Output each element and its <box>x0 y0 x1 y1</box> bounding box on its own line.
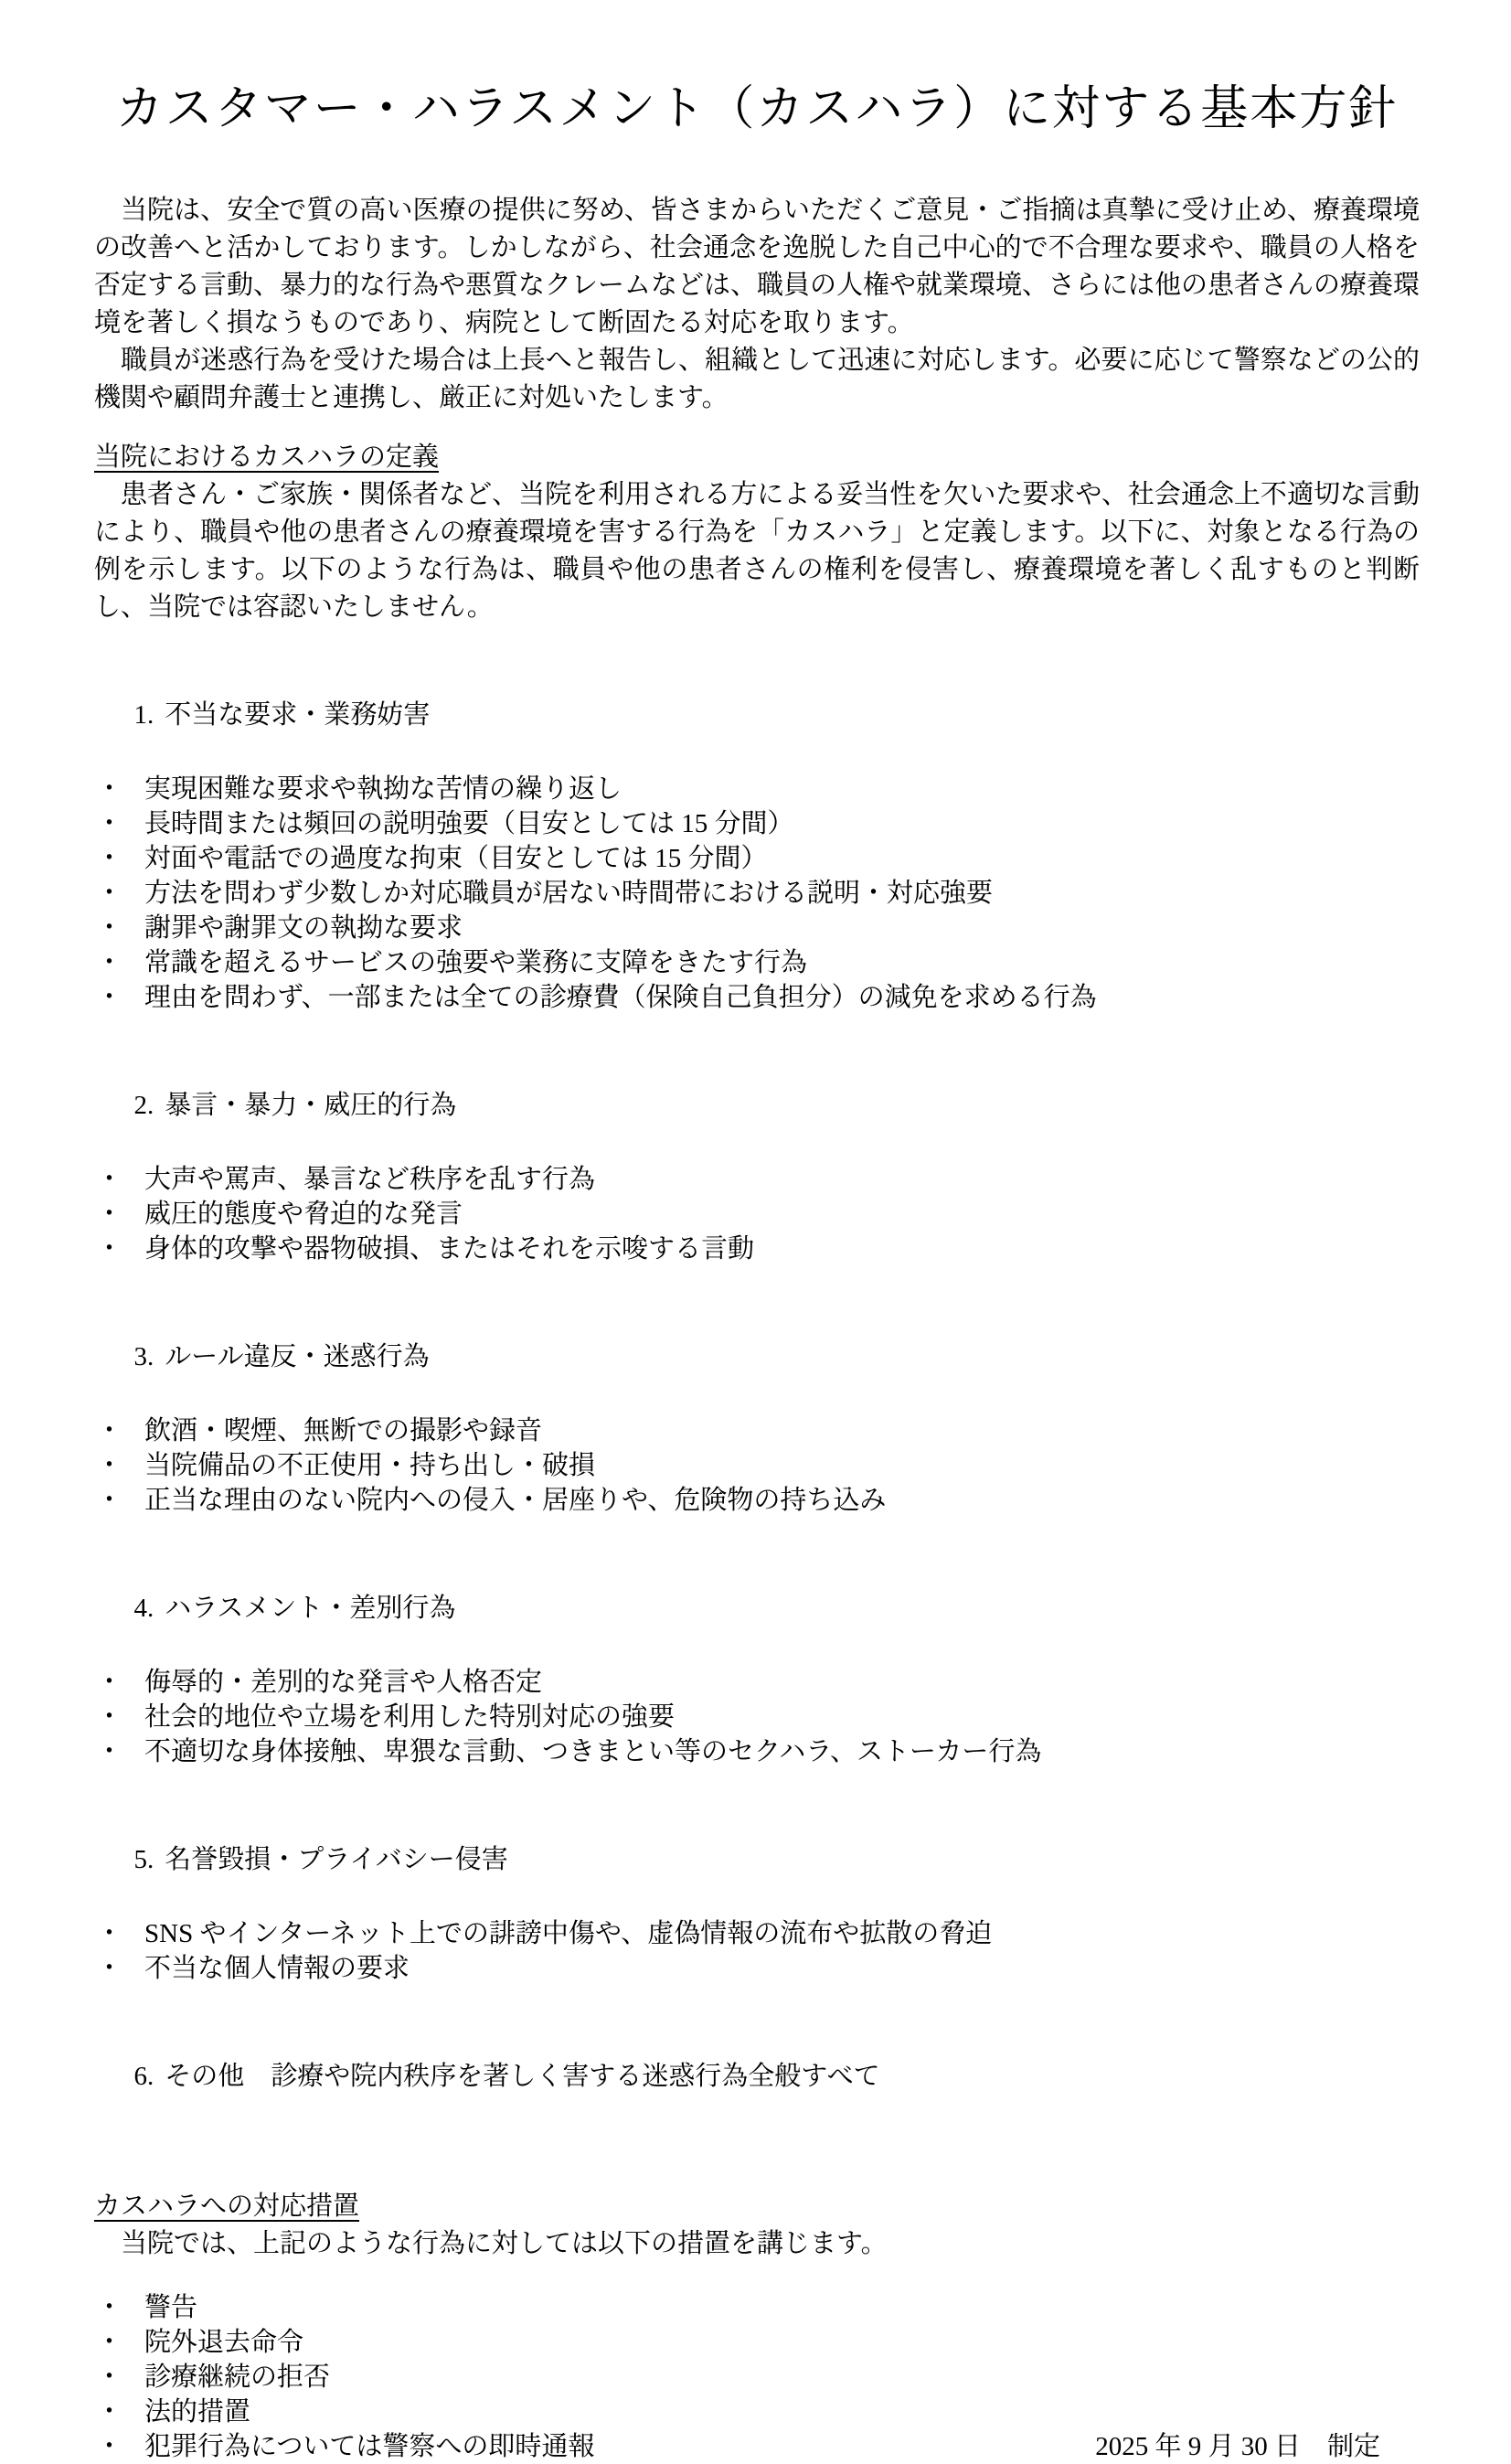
behavior-example-item: ・ 常識を超えるサービスの強要や業務に支障をきたす行為 <box>94 945 1420 980</box>
kasuhara-section <box>94 1301 1420 1518</box>
behavior-example-item: ・ 飲酒・喫煙、無断での撮影や録音 <box>94 1413 1420 1448</box>
kasuhara-section <box>94 1050 1420 1266</box>
measures-heading-label: カスハラへの対応措置 <box>94 2192 360 2221</box>
behavior-example-item: ・ 理由を問わず、一部または全ての診療費（保険自己負担分）の減免を求める行為 <box>94 980 1420 1015</box>
measure-item: ・ 院外退去命令 <box>94 2325 1420 2360</box>
section-number: 6. <box>133 2062 154 2091</box>
kasuhara-section <box>94 2021 1420 2133</box>
measures-heading <box>94 2188 1420 2225</box>
section-number: 2. <box>133 1091 154 1120</box>
behavior-example-item: ・ 当院備品の不正使用・持ち出し・破損 <box>94 1448 1420 1483</box>
section-header <box>94 2021 1420 2133</box>
section-item-list <box>94 1916 1420 1986</box>
definition-heading-label: 当院におけるカスハラの定義 <box>94 443 440 472</box>
section-number: 4. <box>133 1594 154 1623</box>
section-title: ルール違反・迷惑行為 <box>165 1342 430 1371</box>
policy-document-page <box>0 80 1511 2461</box>
behavior-example-item: ・ 身体的攻撃や器物破損、またはそれを示唆する言動 <box>94 1232 1420 1266</box>
behavior-example-item: ・ 威圧的態度や脅迫的な発言 <box>94 1197 1420 1232</box>
section-header <box>94 1552 1420 1665</box>
section-item-list <box>94 1413 1420 1518</box>
section-title: その他 診療や院内秩序を著しく害する迷惑行為全般すべて <box>165 2062 880 2091</box>
intro-paragraph-1: 当院は、安全で質の高い医療の提供に努め、皆さまからいただくご意見・ご指摘は真摯に受け止め、療養環境の改善へと活かしております。しかしながら、社会通念を逸脱した自己中心的で不合理な要求や、職員の人格を否定する言動、暴力的な行為や悪質なクレームなどは、職員の人権や就業環境、さらには他の患者さんの療養環境を著しく損なうものであり、病院として断固たる対応を取ります。 <box>94 196 1421 337</box>
section-number: 1. <box>133 700 154 730</box>
section-title: 名誉毀損・プライバシー侵害 <box>165 1845 508 1874</box>
measure-item: ・ 診療継続の拒否 <box>94 2360 1420 2395</box>
kasuhara-section <box>94 659 1420 1015</box>
behavior-example-item: ・ SNS やインターネット上での誹謗中傷や、虚偽情報の流布や拡散の脅迫 <box>94 1916 1420 1951</box>
behavior-example-item: ・ 大声や罵声、暴言など秩序を乱す行為 <box>94 1162 1420 1197</box>
section-header <box>94 1301 1420 1413</box>
kasuhara-section <box>94 1552 1420 1769</box>
intro-paragraph-2: 職員が迷惑行為を受けた場合は上長へと報告し、組織として迅速に対応します。必要に応じて警察などの公的機関や顧問弁護士と連携し、厳正に対処いたします。 <box>94 346 1420 412</box>
section-item-list <box>94 772 1420 1015</box>
section-item-list <box>94 1665 1420 1769</box>
section-number: 3. <box>133 1342 154 1371</box>
measures-body: 当院では、上記のような行為に対しては以下の措置を講じます。 <box>121 2229 888 2258</box>
enacted-date: 2025 年 9 月 30 日 制定 <box>1095 2432 1380 2461</box>
kasuhara-section <box>94 1804 1420 1986</box>
intro-section <box>94 192 1420 417</box>
section-title: 暴言・暴力・威圧的行為 <box>165 1091 457 1120</box>
definition-heading <box>94 439 1420 476</box>
behavior-example-item: ・ 長時間または頻回の説明強要（目安としては 15 分間） <box>94 806 1420 841</box>
definition-body: 患者さん・ご家族・関係者など、当院を利用される方による妥当性を欠いた要求や、社会通念上不適切な言動により、職員や他の患者さんの療養環境を害する行為を「カスハラ」と定義します。以下に、対象となる行為の例を示します。以下のような行為は、職員や他の患者さんの権利を侵害し、療養環境を著しく乱すものと判断し、当院では容認いたしません。 <box>94 480 1420 622</box>
behavior-example-item: ・ 侮辱的・差別的な発言や人格否定 <box>94 1665 1420 1700</box>
measure-item: ・ 警告 <box>94 2290 1420 2325</box>
measure-item: ・ 犯罪行為については警察への即時通報 <box>94 2429 1420 2464</box>
section-header <box>94 659 1420 772</box>
section-title: ハラスメント・差別行為 <box>165 1594 456 1623</box>
behavior-example-item: ・ 実現困難な要求や執拗な苦情の繰り返し <box>94 772 1420 806</box>
section-number: 5. <box>133 1845 154 1874</box>
behavior-example-item: ・ 対面や電話での過度な拘束（目安としては 15 分間） <box>94 841 1420 876</box>
document-title: カスタマー・ハラスメント（カスハラ）に対する基本方針 <box>115 83 1399 135</box>
behavior-example-item: ・ 不適切な身体接触、卑猥な言動、つきまとい等のセクハラ、ストーカー行為 <box>94 1734 1420 1769</box>
measures-section <box>94 2188 1420 2464</box>
measure-item: ・ 法的措置 <box>94 2395 1420 2429</box>
behavior-example-item: ・ 方法を問わず少数しか対応職員が居ない時間帯における説明・対応強要 <box>94 876 1420 911</box>
section-item-list <box>94 1162 1420 1266</box>
section-header <box>94 1050 1420 1162</box>
behavior-example-item: ・ 不当な個人情報の要求 <box>94 1951 1420 1986</box>
behavior-example-item: ・ 社会的地位や立場を利用した特別対応の強要 <box>94 1700 1420 1734</box>
behavior-example-item: ・ 謝罪や謝罪文の執拗な要求 <box>94 911 1420 945</box>
section-header <box>94 1804 1420 1916</box>
behavior-example-item: ・ 正当な理由のない院内への侵入・居座りや、危険物の持ち込み <box>94 1483 1420 1518</box>
kasuhara-example-sections <box>94 659 1420 2133</box>
section-title: 不当な要求・業務妨害 <box>165 700 431 730</box>
